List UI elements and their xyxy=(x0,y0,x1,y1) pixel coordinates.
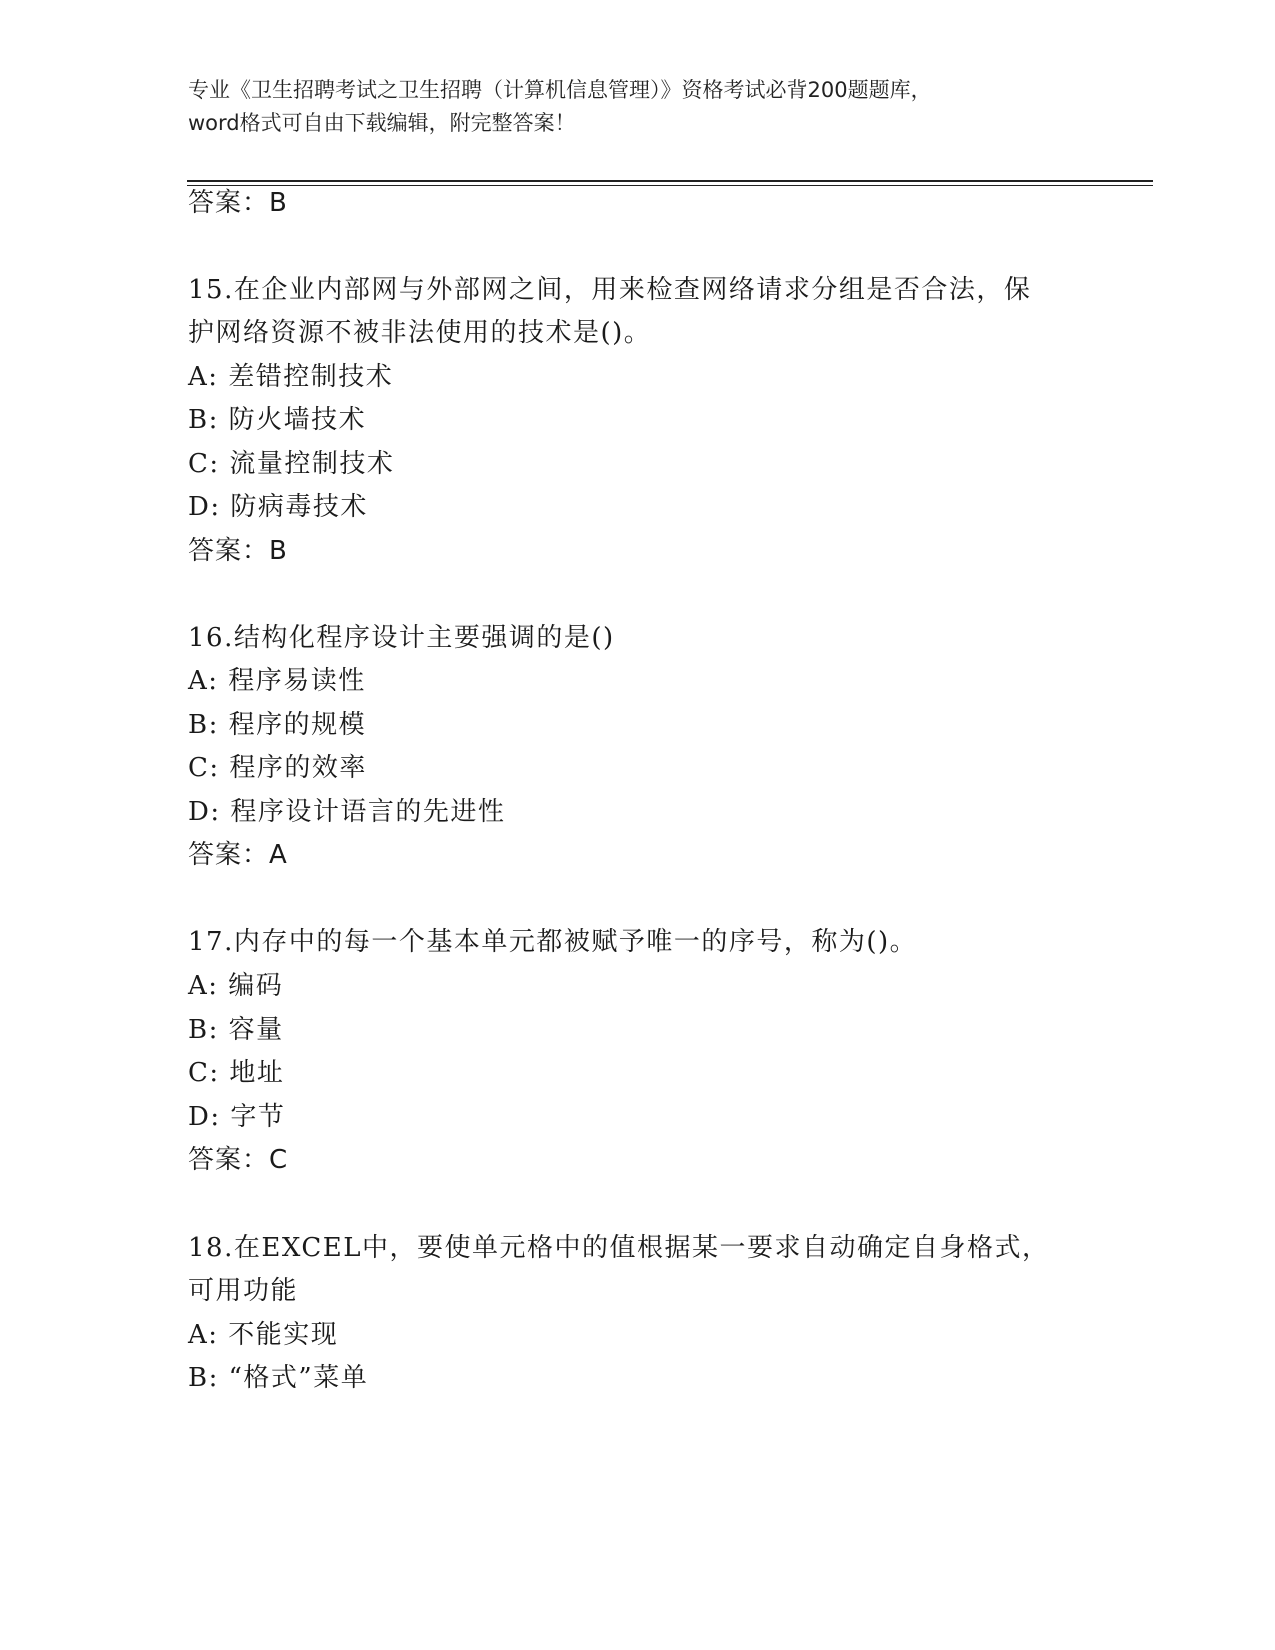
question-15-option-c: C: 流量控制技术 xyxy=(188,449,395,479)
question-16-option-d: D: 程序设计语言的先进性 xyxy=(188,797,506,827)
answer-14: 答案：B xyxy=(188,188,288,218)
question-17-option-b: B: 容量 xyxy=(188,1015,284,1045)
header-rule-thick xyxy=(187,180,1153,182)
question-18-stem-line-1: 18.在EXCEL中，要使单元格中的值根据某一要求自动确定自身格式， xyxy=(188,1233,1050,1263)
question-15-stem-line-2: 护网络资源不被非法使用的技术是()。 xyxy=(188,318,652,348)
question-17-stem: 17.内存中的每一个基本单元都被赋予唯一的序号，称为()。 xyxy=(188,927,918,957)
question-18-stem-line-2: 可用功能 xyxy=(188,1276,299,1306)
question-15-option-a: A: 差错控制技术 xyxy=(188,362,394,392)
question-17-option-c: C: 地址 xyxy=(188,1058,285,1088)
question-16-option-b: B: 程序的规模 xyxy=(188,710,367,740)
question-18-option-b: B: “格式”菜单 xyxy=(188,1363,369,1393)
header-rule-thin xyxy=(187,185,1153,186)
header-title-line-2: word格式可自由下载编辑，附完整答案！ xyxy=(188,111,576,135)
question-17-option-a: A: 编码 xyxy=(188,971,284,1001)
document-header xyxy=(188,74,1088,140)
header-title-line-1: 专业《卫生招聘考试之卫生招聘（计算机信息管理）》资格考试必背200题题库， xyxy=(188,78,932,102)
answer-16: 答案：A xyxy=(188,840,288,870)
question-16-option-c: C: 程序的效率 xyxy=(188,753,367,783)
answer-15: 答案：B xyxy=(188,536,288,566)
question-15-option-b: B: 防火墙技术 xyxy=(188,405,367,435)
answer-17: 答案：C xyxy=(188,1145,289,1175)
question-18-option-a: A: 不能实现 xyxy=(188,1320,339,1350)
question-16-stem: 16.结构化程序设计主要强调的是() xyxy=(188,623,615,653)
question-17-option-d: D: 字节 xyxy=(188,1102,286,1132)
question-15-option-d: D: 防病毒技术 xyxy=(188,492,368,522)
question-16-option-a: A: 程序易读性 xyxy=(188,666,366,696)
question-15-stem-line-1: 15.在企业内部网与外部网之间，用来检查网络请求分组是否合法，保 xyxy=(188,275,1032,305)
